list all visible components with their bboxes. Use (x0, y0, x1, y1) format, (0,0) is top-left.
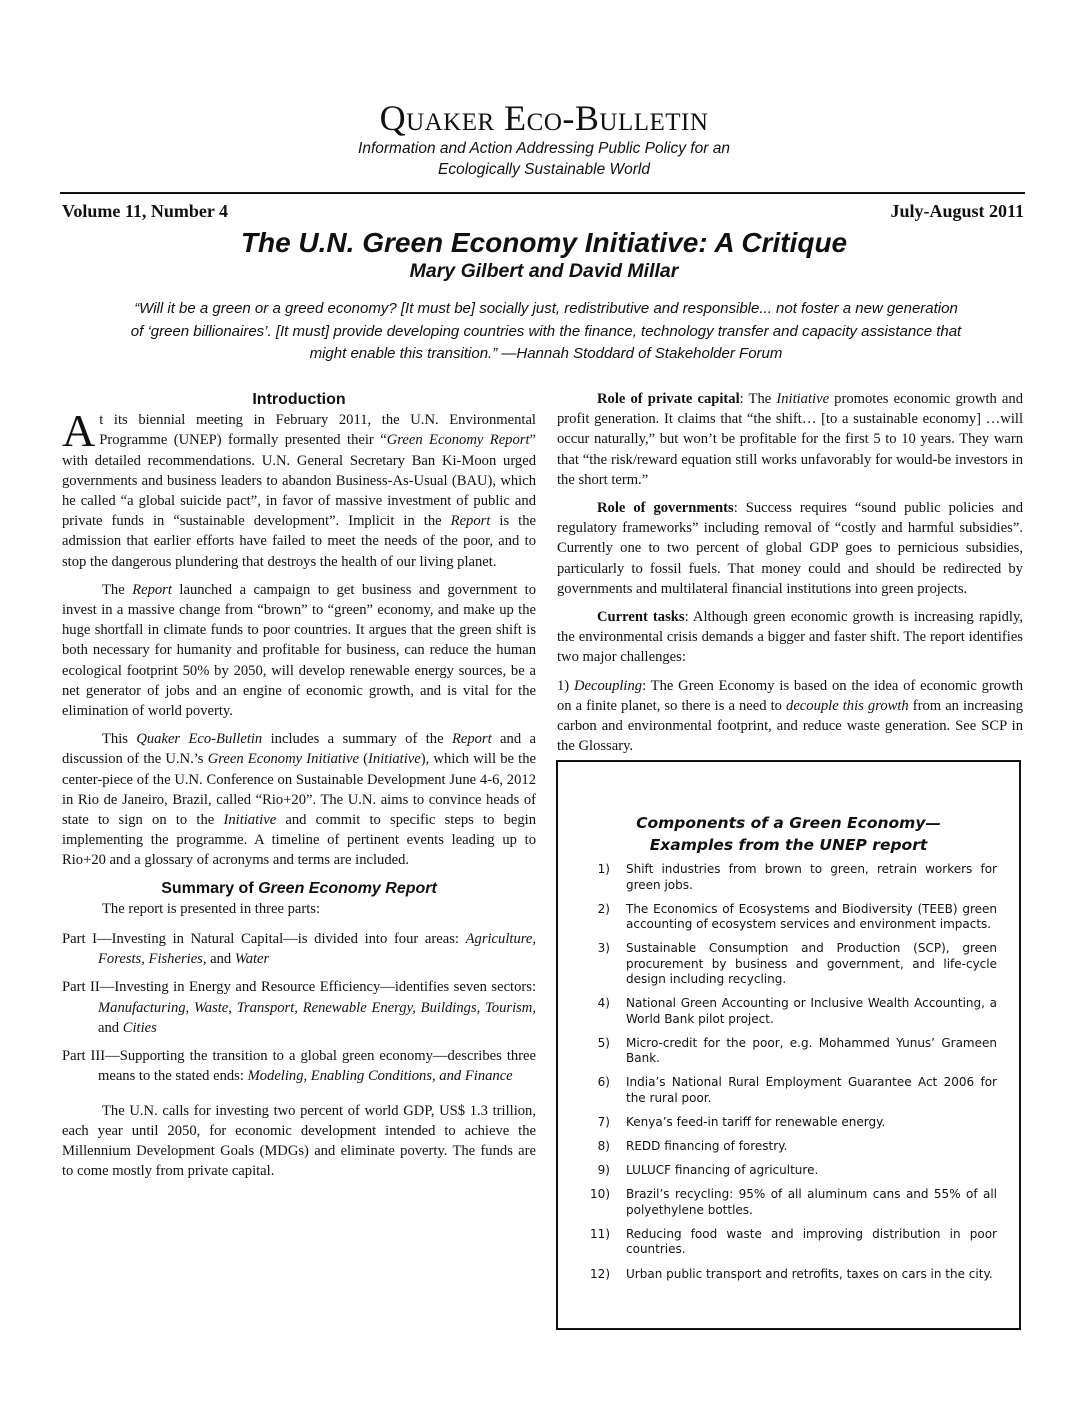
list-item-number: 2) (597, 901, 610, 916)
list-item-text: REDD financing of forestry. (626, 1139, 788, 1154)
right-column (557, 389, 1023, 764)
list-item-number: 8) (597, 1139, 610, 1154)
list-item-number: 5) (597, 1035, 610, 1050)
role-private-capital: Role of private capital: The Initiative promotes economic growth and profit generation. It claims that “the shift… [to a sustainable economy] …will occur naturally,” but won’t be profitable for the first 5 to 10 years. They warn that “the risk/reward equation still works unfavorably for would-be investors in the short term.” (557, 391, 1023, 488)
role-governments: Role of governments: Success requires “sound public policies and regulatory frameworks” including removal of “costly and harmful subsidies”. Currently one to two percent of global GDP goes to pernicious subsidies, particularly to fossil fuels. That money could and should be redirected by governments and multilateral financial institutions into green projects. (557, 500, 1024, 597)
list-item (576, 1163, 997, 1179)
masthead-rule (60, 192, 1025, 194)
list-item (576, 1075, 997, 1106)
summary-intro: The report is presented in three parts: (102, 900, 321, 917)
intro-paragraph-1: At its biennial meeting in February 2011, the U.N. Environmental Programme (UNEP) formally presented their “Green Economy Report” with detailed recommendations. U.N. General Secretary Ban Ki-Moon urged governments and business leaders to abandon Business-As-Usual (BAU), which he called “a global suicide pact”, in favor of massive investment of public and private funds in “sustainable development”. Implicit in the Report is the admission that earlier efforts have failed to meet the needs of the poor, and to stop the dangerous plundering that destroys the health of our living planet. (62, 405, 536, 570)
report-part-1: Part I—Investing in Natural Capital—is divided into four areas: Agriculture, Forests, Fisheries, and Water (62, 931, 536, 968)
components-sidebar-box (556, 760, 1021, 1330)
section-heading-summary: Summary of Green Economy Report (161, 879, 437, 897)
section-heading-introduction: Introduction (252, 391, 346, 408)
epigraph-quote: “Will it be a green or a greed economy? [It must be] socially just, redistributive and responsible... not foster a new generation of ‘green billionaires’. [It must] provide developing countries with the finance, technology transfer and capacity assistance that might enable this transition.” —Hannah Stoddard of Stakeholder Forum (130, 300, 962, 362)
newsletter-subtitle-line-2: Ecologically Sustainable World (438, 161, 650, 178)
intro-paragraph-3: This Quaker Eco-Bulletin includes a summary of the Report and a discussion of the U.N.’s Green Economy Initiative (Initiative), which will be the center-piece of the U.N. Conference on Sustainable Development June 4-6, 2012 in Rio de Janeiro, Brazil, called “Rio+20”. The U.N. aims to convince heads of state to sign on to the Initiative and commit to specific steps to begin implementing the programme. A timeline of pertinent events leading up to Rio+20 and a glossary of acronyms and terms are included. (62, 731, 537, 869)
list-item (576, 941, 997, 988)
list-item-text: The Economics of Ecosystems and Biodiversity (TEEB) green accounting of ecosystem services and environment impacts. (626, 901, 997, 932)
intro-paragraph-2: The Report launched a campaign to get business and government to invest in a massive change from “brown” to “green” economy, and make up the huge shortfall in climate funds to poor countries. It argues that the green shift is both necessary for humanity and profitable for business, can reduce the human ecological footprint 50% by 2050, will develop renewable energy sources, be a net generator of jobs and an engine of economic growth, and is vital for the elimination of world poverty. (62, 581, 536, 720)
list-item-text: Kenya’s feed-in tariff for renewable energy. (626, 1115, 886, 1130)
left-column (62, 390, 536, 1189)
list-item (576, 996, 997, 1027)
list-item-text: LULUCF financing of agriculture. (626, 1163, 819, 1178)
drop-cap: A (62, 405, 96, 457)
issue-date: July-August 2011 (890, 201, 1024, 221)
list-item-number: 4) (597, 996, 610, 1011)
list-item-text: Micro-credit for the poor, e.g. Mohammed Yunus’ Grameen Bank. (626, 1035, 997, 1066)
list-item (576, 862, 997, 893)
newsletter-subtitle-line-1: Information and Action Addressing Public Policy for an (358, 140, 730, 157)
list-item-text: Reducing food waste and improving distribution in poor countries. (626, 1226, 997, 1257)
components-list (558, 862, 1019, 1282)
list-item-number: 6) (597, 1075, 610, 1090)
list-item-number: 9) (597, 1163, 610, 1178)
list-item-text: National Green Accounting or Inclusive Wealth Accounting, a World Bank pilot project. (626, 996, 997, 1026)
list-item-text: Urban public transport and retrofits, taxes on cars in the city. (626, 1266, 993, 1281)
issue-volume: Volume 11, Number 4 (62, 201, 229, 221)
list-item-number: 12) (590, 1266, 610, 1281)
list-item-number: 11) (590, 1226, 610, 1241)
list-item (576, 1115, 997, 1131)
box-heading: Components of a Green Economy— Examples from the UNEP report (636, 814, 941, 854)
article-authors: Mary Gilbert and David Millar (409, 260, 679, 282)
decoupling-item: 1) Decoupling: The Green Economy is based on the idea of economic growth on a finite planet, so there is a need to decouple this growth from an increasing carbon and environmental footprint, and reduce waste generation. See SCP in the Glossary. (557, 677, 1024, 755)
list-item-text: Brazil’s recycling: 95% of all aluminum cans and 55% of all polyethylene bottles. (626, 1187, 997, 1217)
list-item-text: Sustainable Consumption and Production (SCP), green procurement by business and government, and life-cycle design including recycling. (626, 941, 997, 987)
list-item-text: Shift industries from brown to green, retrain workers for green jobs. (626, 862, 997, 892)
list-item-number: 1) (597, 862, 610, 876)
masthead (0, 98, 1088, 180)
list-item-number: 3) (597, 941, 610, 956)
list-item-number: 10) (590, 1187, 610, 1202)
current-tasks: Current tasks: Although green economic growth is increasing rapidly, the environmental crisis demands a bigger and faster shift. The report identifies two major challenges: (557, 609, 1023, 666)
list-item (576, 902, 997, 933)
article-headline: The U.N. Green Economy Initiative: A Critique (240, 227, 848, 258)
list-item (576, 1267, 997, 1283)
list-item-text: India’s National Rural Employment Guarantee Act 2006 for the rural poor. (626, 1075, 997, 1105)
report-part-2: Part II—Investing in Energy and Resource Efficiency—identifies seven sectors: Manufacturing, Waste, Transport, Renewable Energy, Buildings, Tourism, and Cities (62, 979, 536, 1036)
newsletter-title: Quaker Eco-Bulletin (379, 98, 709, 138)
funding-paragraph: The U.N. calls for investing two percent of world GDP, US$ 1.3 trillion, each year until 2050, for economic development intended to achieve the Millennium Development Goals (MDGs) and eliminate poverty. The funds are to come mostly from private capital. (62, 1102, 536, 1180)
list-item-number: 7) (597, 1115, 610, 1130)
list-item (576, 1036, 997, 1067)
report-part-3: Part III—Supporting the transition to a global green economy—describes three means to the stated ends: Modeling, Enabling Conditions, and Finance (62, 1048, 536, 1085)
list-item (576, 1139, 997, 1155)
list-item (576, 1187, 997, 1218)
list-item (576, 1227, 997, 1258)
